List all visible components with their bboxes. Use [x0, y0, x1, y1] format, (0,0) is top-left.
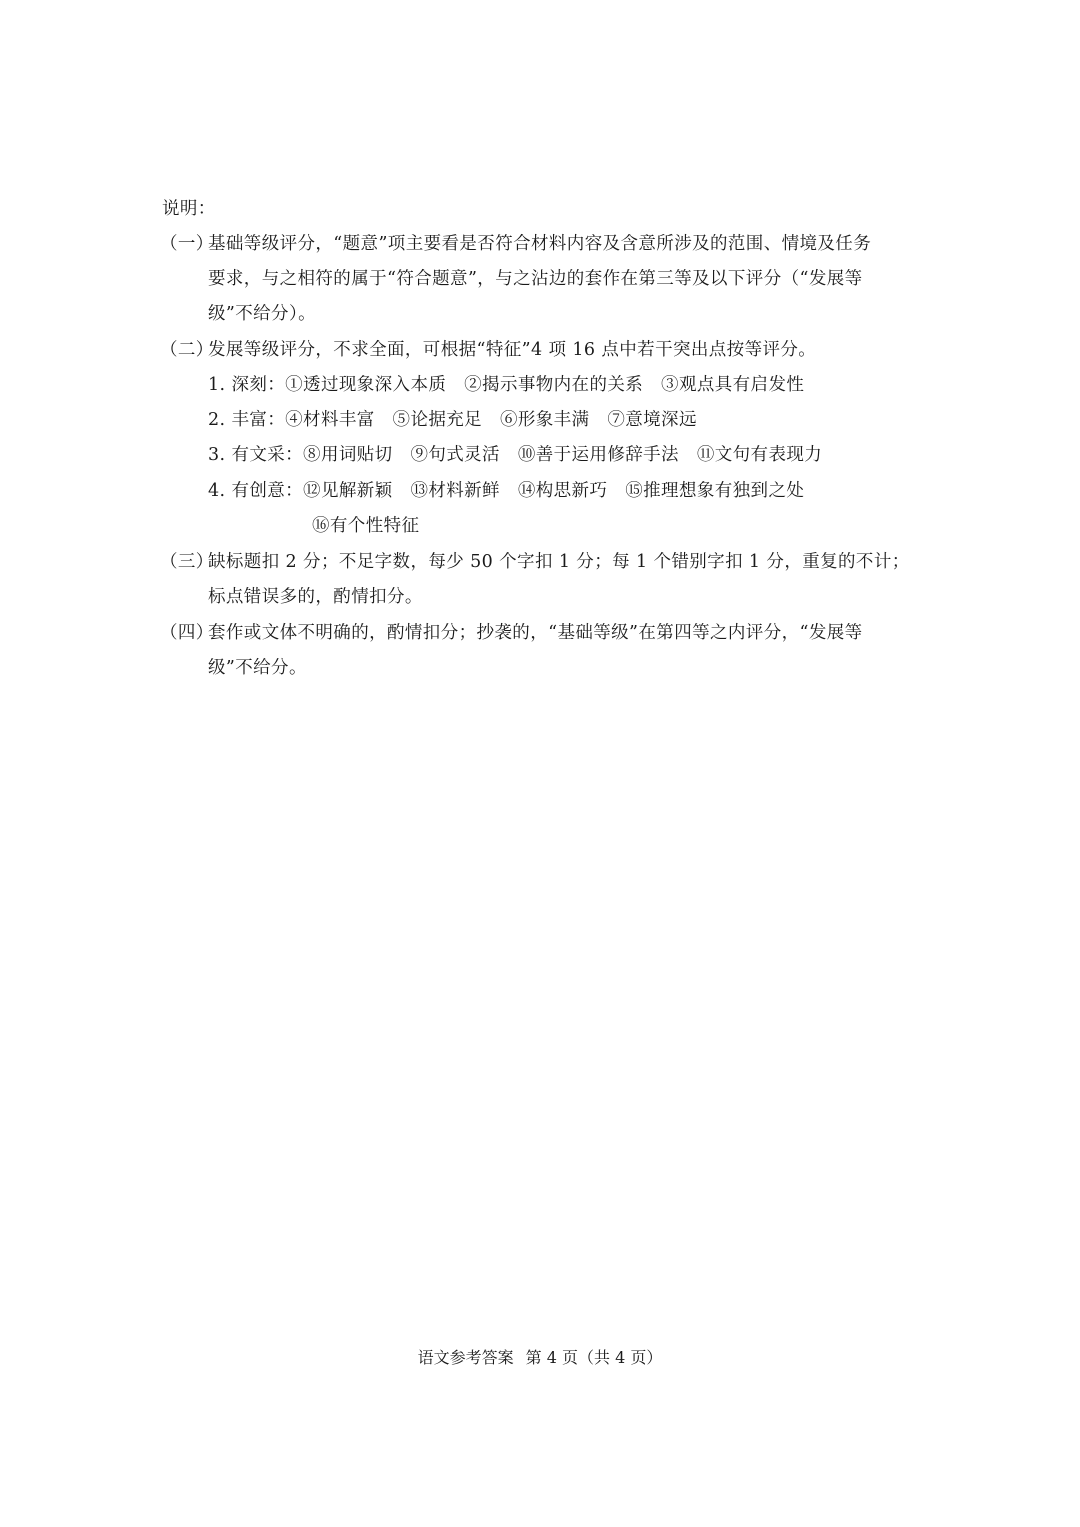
- section-3-line-2: 标点错误多的，酌情扣分。: [208, 587, 423, 607]
- section-2-item-4-cont: ⑯有个性特征: [312, 516, 420, 536]
- section-heading: 说明：: [162, 199, 216, 219]
- section-4-line-1: 套作或文体不明确的，酌情扣分；抄袭的，“基础等级”在第四等之内评分，“发展等: [208, 623, 863, 643]
- footer-title: 语文参考答案: [417, 1348, 514, 1367]
- section-1-line-1: 基础等级评分，“题意”项主要看是否符合材料内容及含意所涉及的范围、情境及任务: [208, 234, 872, 254]
- section-2-label: （二）: [160, 340, 214, 360]
- section-2-line-1: 发展等级评分，不求全面，可根据“特征”4 项 16 点中若干突出点按等评分。: [208, 340, 817, 360]
- section-3-line-1: 缺标题扣 2 分；不足字数，每少 50 个字扣 1 分；每 1 个错别字扣 1 分，重复的不计；: [208, 552, 910, 572]
- section-2-item-3: 3. 有文采：⑧用词贴切 ⑨句式灵活 ⑩善于运用修辞手法 ⑪文句有表现力: [208, 445, 823, 465]
- footer-page-number: 第 4 页（共 4 页）: [525, 1348, 663, 1367]
- page-footer: [0, 1347, 1080, 1369]
- section-3-label: （三）: [160, 552, 214, 572]
- section-4-line-2: 级”不给分。: [208, 658, 307, 678]
- section-2-item-2: 2. 丰富：④材料丰富 ⑤论据充足 ⑥形象丰满 ⑦意境深远: [208, 410, 697, 430]
- section-2-item-4: 4. 有创意：⑫见解新颖 ⑬材料新鲜 ⑭构思新巧 ⑮推理想象有独到之处: [208, 481, 805, 501]
- section-1-label: （一）: [160, 234, 214, 254]
- section-1-line-2: 要求，与之相符的属于“符合题意”，与之沾边的套作在第三等及以下评分（“发展等: [208, 269, 863, 289]
- section-1-line-3: 级”不给分）。: [208, 304, 316, 324]
- section-2-item-1: 1. 深刻：①透过现象深入本质 ②揭示事物内在的关系 ③观点具有启发性: [208, 375, 805, 395]
- section-4-label: （四）: [160, 623, 214, 643]
